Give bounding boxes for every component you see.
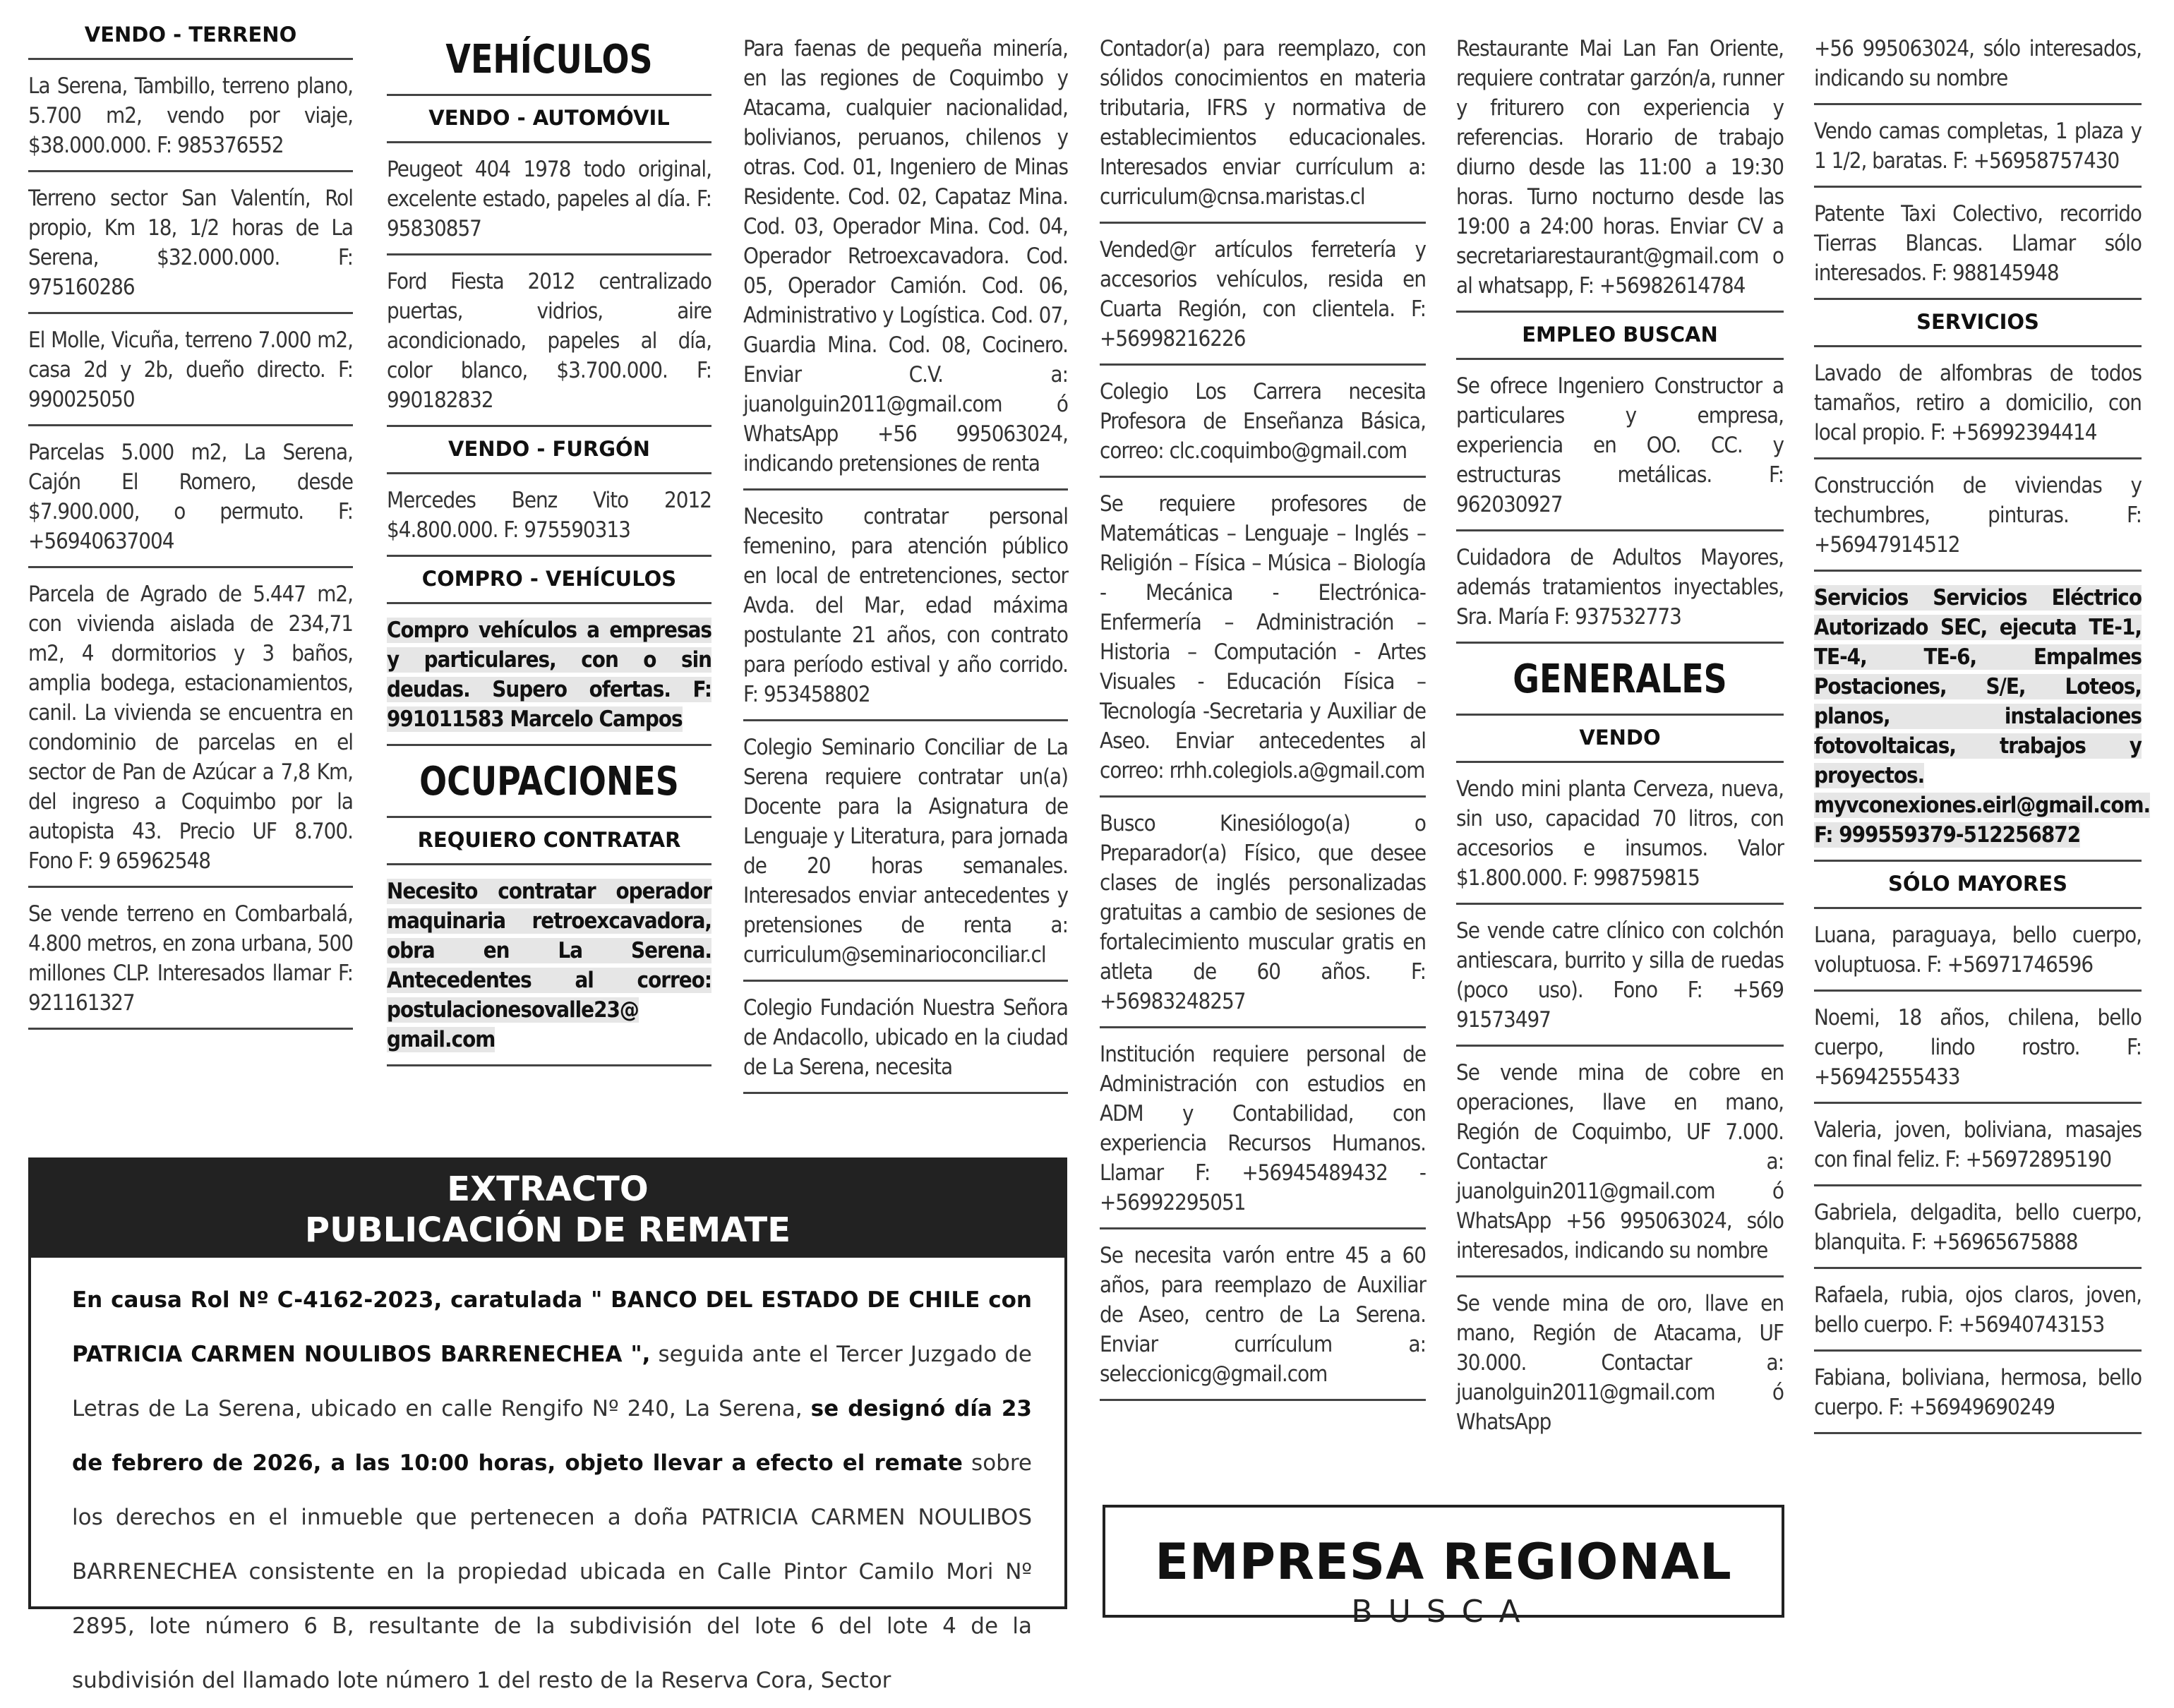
list-item: Se vende terreno en Combarbalá, 4.800 metros, en zona urbana, 500 millones CLP. Interesados llamar F: 921161327 bbox=[28, 888, 353, 1030]
list-item: Colegio Los Carrera necesita Profesora de Enseñanza Básica, correo: clc.coquimbo@gmail.com bbox=[1100, 366, 1426, 478]
empresa-regional-box bbox=[1103, 1505, 1784, 1630]
extracto-juzgado: seguida ante el Tercer Juzgado de Letras de La Serena, ubicado en calle Rengifo Nº 240, La Serena, bbox=[72, 1342, 1032, 1421]
section-title: OCUPACIONES bbox=[419, 759, 679, 805]
empresa-title: EMPRESA REGIONAL bbox=[1155, 1533, 1732, 1591]
list-item: Restaurante Mai Lan Fan Oriente, requiere contratar garzón/a, runner y friturero con experiencia y referencias. Horario de trabajo diurno desde las 11:00 a 19:30 horas. Turno nocturno desde las 19:00 a 24:00 horas. Enviar CV a secretariarestaurant@gmail.com o al whatsapp, F: +56982614784 bbox=[1456, 16, 1784, 313]
list-item: Se ofrece Ingeniero Constructor a particulares y empresa, experiencia en OO. CC. y estructuras metálicas. F: 962030927 bbox=[1456, 360, 1784, 531]
extracto-remate-box bbox=[28, 1157, 1067, 1693]
column-5 bbox=[1456, 16, 1784, 1447]
list-item: Compro vehículos a empresas y particulares, con o sin deudas. Supero ofertas. F: 991011583 Marcelo Campos bbox=[387, 604, 711, 746]
list-item: Parcelas 5.000 m2, La Serena, Cajón El Romero, desde $7.900.000, o permuto. F: +56940637004 bbox=[28, 426, 353, 568]
list-item: Necesito contratar operador maquinaria retroexcavadora, obra en La Serena. Antecedentes al correo: postulacionesovalle23@ gmail.com bbox=[387, 865, 711, 1066]
column-1 bbox=[28, 16, 353, 1030]
extracto-causa: En causa Rol Nº C-4162-2023, caratulada " BANCO DEL ESTADO DE CHILE con PATRICIA CARMEN NOULIBOS BARRENECHEA ", bbox=[72, 1287, 1032, 1367]
list-item: Lavado de alfombras de todos tamaños, retiro a domicilio, con local propio. F: +56992394414 bbox=[1814, 347, 2142, 459]
list-item: Se necesita varón entre 45 a 60 años, para reemplazo de Auxiliar de Aseo, centro de La Serena. Enviar currículum a: seleccionicg@gmail.com bbox=[1100, 1229, 1426, 1401]
list-item: Patente Taxi Colectivo, recorrido Tierras Blancas. Llamar sólo interesados. F: 988145948 bbox=[1814, 188, 2142, 300]
section-vehiculos bbox=[387, 16, 711, 96]
list-item: Luana, paraguaya, bello cuerpo, voluptuosa. F: +56971746596 bbox=[1814, 909, 2142, 992]
heading-solo-mayores: SÓLO MAYORES bbox=[1814, 862, 2142, 909]
list-item: Para faenas de pequeña minería, en las regiones de Coquimbo y Atacama, cualquier nacionalidad, bolivianos, peruanos, chilenos y otras. Cod. 01, Ingeniero de Minas Residente. Cod. 02, Capataz Mina. Cod. 03, Operador Mina. Cod. 04, Operador Retroexcavadora. Cod. 05, Operador Camión. Cod. 06, Administrativo y Logística. Cod. 07, Guardia Mina. Cod. 08, Cocinero. Enviar C.V. a: juanolguin2011@gmail.com ó WhatsApp +56 995063024, indicando pretensiones de renta bbox=[743, 16, 1068, 491]
list-item: Peugeot 404 1978 todo original, excelente estado, papeles al día. F: 95830857 bbox=[387, 143, 711, 255]
column-6 bbox=[1814, 16, 2151, 1434]
heading-requiero-contratar: REQUIERO CONTRATAR bbox=[387, 818, 711, 865]
heading-vendo-furgon: VENDO - FURGÓN bbox=[387, 427, 711, 474]
section-title: GENERALES bbox=[1513, 656, 1727, 702]
extracto-subtitle: PUBLICACIÓN DE REMATE bbox=[304, 1210, 791, 1250]
column-4 bbox=[1100, 16, 1426, 1401]
list-item: Necesito contratar personal femenino, para atención público en local de entretenciones, sector Avda. del Mar, edad máxima postulante 21 años, con contrato para período estival y año corrido. F: 953458802 bbox=[743, 491, 1068, 721]
list-item: +56 995063024, sólo interesados, indicando su nombre bbox=[1814, 16, 2142, 105]
list-item: Colegio Fundación Nuestra Señora de Andacollo, ubicado en la ciudad de La Serena, necesita bbox=[743, 982, 1068, 1094]
list-item: Fabiana, boliviana, hermosa, bello cuerpo. F: +56949690249 bbox=[1814, 1352, 2142, 1434]
heading-vendo-automovil: VENDO - AUTOMÓVIL bbox=[387, 96, 711, 143]
list-item: Vended@r artículos ferretería y accesorios vehículos, resida en Cuarta Región, con clientela. F: +56998216226 bbox=[1100, 224, 1426, 366]
list-item: Se vende mina de oro, llave en mano, Región de Atacama, UF 30.000. Contactar a: juanolguin2011@gmail.com ó WhatsApp bbox=[1456, 1291, 1784, 1435]
list-item: Institución requiere personal de Administración con estudios en ADM y Contabilidad, con experiencia Recursos Humanos. Llamar F: +56945489432 - +56992295051 bbox=[1100, 1028, 1426, 1229]
extracto-body bbox=[31, 1258, 1064, 1708]
list-item: Contador(a) para reemplazo, con sólidos conocimientos en materia tributaria, IFRS y normativa de establecimientos educacionales. Interesados enviar currículum a: curriculum@cnsa.maristas.cl bbox=[1100, 16, 1426, 224]
list-item: Cuidadora de Adultos Mayores, además tratamientos inyectables, Sra. María F: 937532773 bbox=[1456, 531, 1784, 644]
list-item: Se vende mina de cobre en operaciones, llave en mano, Región de Coquimbo, UF 7.000. Contactar a: juanolguin2011@gmail.com ó WhatsApp +56 995063024, sólo interesados, indicando su nombre bbox=[1456, 1047, 1784, 1277]
heading-vendo: VENDO bbox=[1456, 716, 1784, 763]
list-item: Parcela de Agrado de 5.447 m2, con vivienda aislada de 234,71 m2, 4 dormitorios y 3 baños, amplia bodega, estacionamientos, canil. La vivienda se encuentra en condominio de parcelas en el sector de Pan de Azúcar a 7,8 Km, del ingreso a Coquimbo por la autopista 43. Precio UF 8.700. Fono F: 9 65962548 bbox=[28, 568, 353, 888]
heading-empleo-buscan: EMPLEO BUSCAN bbox=[1456, 313, 1784, 360]
section-ocupaciones bbox=[387, 746, 711, 818]
extracto-fecha: se designó día 23 de febrero de 2026, a las 10:00 horas, objeto llevar a efecto el remate bbox=[72, 1396, 1032, 1476]
list-item: Rafaela, rubia, ojos claros, joven, bello cuerpo. F: +56940743153 bbox=[1814, 1269, 2142, 1352]
list-item: Vendo mini planta Cerveza, nueva, sin uso, capacidad 70 litros, con accesorios e insumos. Valor $1.800.000. F: 998759815 bbox=[1456, 763, 1784, 905]
column-3 bbox=[743, 16, 1068, 1094]
list-item: Vendo camas completas, 1 plaza y 1 1/2, baratas. F: +56958757430 bbox=[1814, 105, 2142, 188]
empresa-subtitle: BUSCA bbox=[1351, 1594, 1536, 1630]
extracto-inmueble: sobre los derechos en el inmueble que pertenecen a doña PATRICIA CARMEN NOULIBOS BARRENECHEA consistente en la propiedad ubicada en Calle Pintor Camilo Mori Nº 2895, lote número 6 B, resultante de la subdivisión del lote 6 del lote 4 de la subdivisión del llamado lote número 1 del resto de la Reserva Cora, Sector bbox=[72, 1450, 1032, 1693]
heading-servicios: SERVICIOS bbox=[1814, 300, 2142, 347]
list-item: Busco Kinesiólogo(a) o Preparador(a) Físico, que desee clases de inglés personalizadas gratuitas a cambio de sesiones de fortalecimiento muscular gratis en atleta de 60 años. F: +56983248257 bbox=[1100, 798, 1426, 1028]
list-item: El Molle, Vicuña, terreno 7.000 m2, casa 2d y 2b, dueño directo. F: 990025050 bbox=[28, 314, 353, 426]
list-item: Se vende catre clínico con colchón antiescara, burrito y silla de ruedas (poco uso). Fono F: +569 91573497 bbox=[1456, 905, 1784, 1047]
list-item: La Serena, Tambillo, terreno plano, 5.700 m2, vendo por viaje, $38.000.000. F: 985376552 bbox=[28, 60, 353, 172]
heading-vendo-terreno: VENDO - TERRENO bbox=[28, 16, 353, 60]
column-2 bbox=[387, 16, 711, 1066]
extracto-title: EXTRACTO bbox=[447, 1169, 649, 1209]
list-item: Valeria, joven, boliviana, masajes con final feliz. F: +56972895190 bbox=[1814, 1104, 2142, 1186]
section-generales bbox=[1456, 644, 1784, 716]
list-item: Mercedes Benz Vito 2012 $4.800.000. F: 975590313 bbox=[387, 474, 711, 557]
list-item: Se requiere profesores de Matemáticas – Lenguaje – Inglés – Religión – Física – Música – Biología - Mecánica - Electrónica- Enfermería – Administración – Historia – Computación - Artes Visuales - Educación Física – Tecnología -Secretaria y Auxiliar de Aseo. Enviar antecedentes al correo: rrhh.colegiols.a@gmail.com bbox=[1100, 478, 1426, 798]
list-item: Ford Fiesta 2012 centralizado puertas, vidrios, aire acondicionado, papeles al día, color blanco, $3.700.000. F: 990182832 bbox=[387, 255, 711, 427]
list-item: Gabriela, delgadita, bello cuerpo, blanquita. F: +56965675888 bbox=[1814, 1186, 2142, 1269]
list-item: Noemi, 18 años, chilena, bello cuerpo, lindo rostro. F: +56942555433 bbox=[1814, 992, 2142, 1104]
list-item: Colegio Seminario Conciliar de La Serena requiere contratar un(a) Docente para la Asignatura de Lenguaje y Literatura, para jornada de 20 horas semanales. Interesados enviar antecedentes y pretensiones de renta a: curriculum@seminarioconciliar.cl bbox=[743, 721, 1068, 982]
list-item: Servicios Servicios Eléctrico Autorizado SEC, ejecuta TE-1, TE-4, TE-6, Empalmes Postaciones, S/E, Loteos, planos, instalaciones fotovoltaicas, trabajos y proyectos. myvconexiones.eirl@gmail.com. F: 999559379-512256872 bbox=[1814, 572, 2142, 862]
list-item: Construcción de viviendas y techumbres, pinturas. F: +56947914512 bbox=[1814, 459, 2142, 572]
heading-compro-vehiculos: COMPRO - VEHÍCULOS bbox=[387, 557, 711, 604]
extracto-header bbox=[31, 1160, 1064, 1258]
section-title: VEHÍCULOS bbox=[445, 37, 653, 83]
list-item: Terreno sector San Valentín, Rol propio, Km 18, 1/2 horas de La Serena, $32.000.000. F: 975160286 bbox=[28, 172, 353, 314]
